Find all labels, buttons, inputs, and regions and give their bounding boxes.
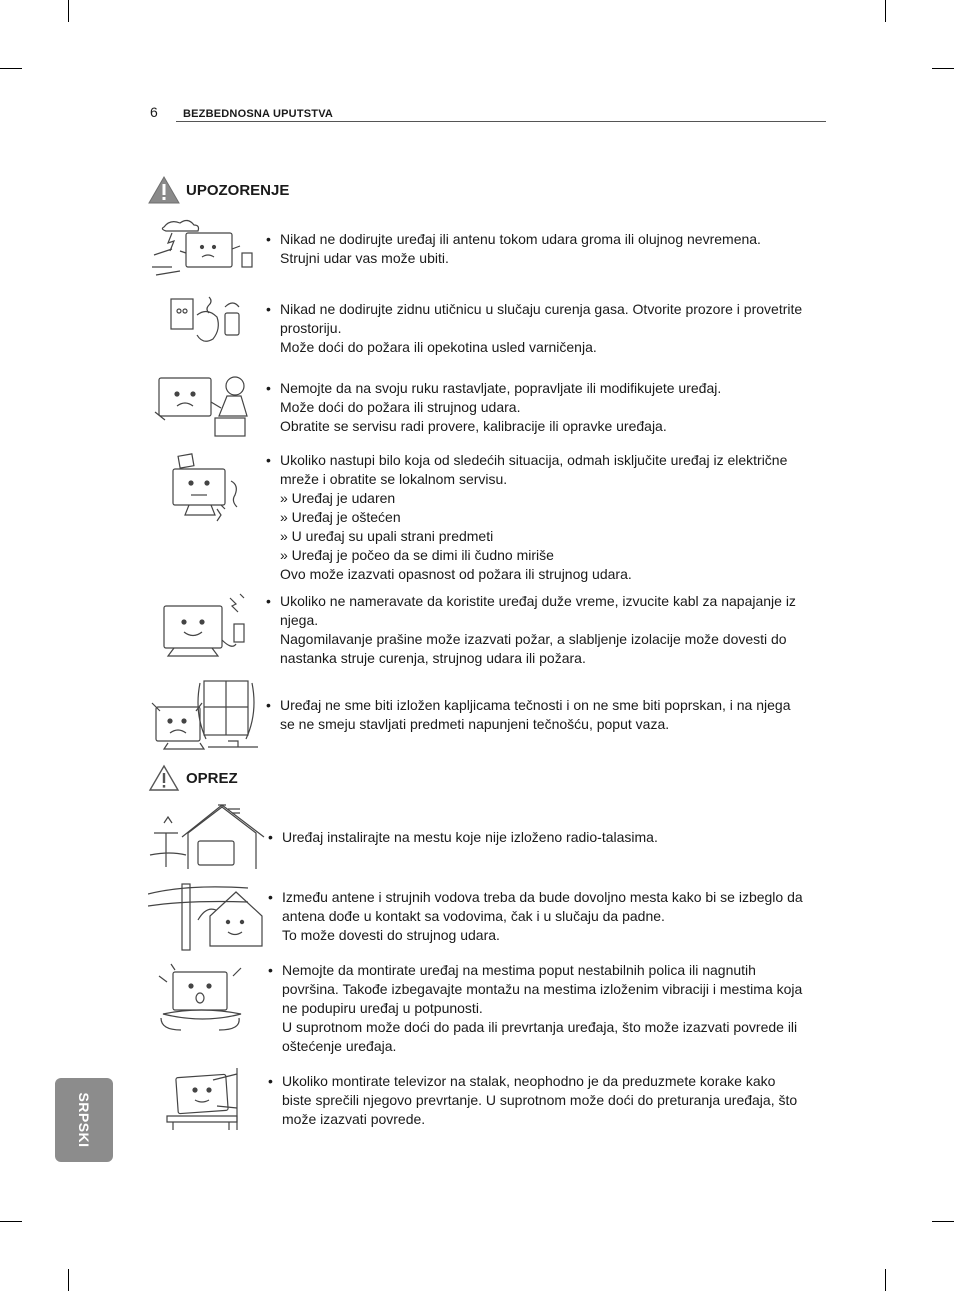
warning-triangle-outline-icon: [148, 764, 180, 792]
item-text: Ovo može izazvati opasnost od požara ili strujnog udara.: [280, 566, 632, 582]
crop-mark: [885, 0, 886, 22]
caution-item: [268, 1072, 797, 1129]
warning-title-label: UPOZORENJE: [186, 181, 290, 199]
gas-leak-outlet-illustration: [165, 293, 245, 361]
warning-title: [148, 176, 289, 204]
item-text: Nemojte da na svoju ruku rastavljate, popravljate ili modifikujete uređaj.: [280, 380, 722, 396]
bullet: •: [268, 1073, 273, 1089]
item-text: prostoriju.: [280, 320, 342, 336]
crop-mark: [68, 0, 69, 22]
unplug-tv-illustration: [160, 590, 250, 662]
language-tab-label: SRPSKI: [76, 1092, 92, 1148]
item-text: Između antene i strujnih vodova treba da bude dovoljno mesta kako bi se izbeglo da: [282, 889, 803, 905]
caution-title: [148, 764, 238, 792]
item-text: se ne smeju stavljati predmeti napunjeni tečnošću, poput vaza.: [280, 716, 670, 732]
crop-mark: [0, 68, 22, 69]
bullet: •: [268, 829, 273, 845]
unstable-shelf-illustration: [155, 960, 247, 1032]
language-tab: [55, 1078, 113, 1162]
bullet: •: [266, 452, 271, 468]
crop-mark: [932, 1221, 954, 1222]
item-text: može izazvati povrede.: [282, 1111, 426, 1127]
caution-item: [268, 961, 802, 1056]
item-text: Ukoliko nastupi bilo koja od sledećih situacija, odmah isključite uređaj iz električne: [280, 452, 788, 468]
disassembly-repair-illustration: [153, 372, 258, 440]
antenna-power-lines-illustration: [148, 880, 266, 952]
stand-anchoring-illustration: [163, 1066, 245, 1132]
header-rule: [176, 121, 826, 122]
item-text: Nemojte da montirate uređaj na mestima poput nestabilnih polica ili nagnutih: [282, 962, 756, 978]
item-text: antena dođe u kontakt sa vodovima, čak i u slučaju da padne.: [282, 908, 665, 924]
item-text: » Uređaj je počeo da se dimi ili čudno miriše: [280, 547, 554, 563]
bullet: •: [266, 301, 271, 317]
item-text: biste sprečili njegovo prevrtanje. U suprotnom može doći do preturanja uređaja, što: [282, 1092, 798, 1108]
bullet: •: [268, 962, 273, 978]
item-text: Nikad ne dodirujte zidnu utičnicu u slučaju curenja gasa. Otvorite prozore i provetrite: [280, 301, 803, 317]
item-text: » U uređaj su upali strani predmeti: [280, 528, 494, 544]
caution-item: [268, 888, 803, 945]
bullet: •: [266, 593, 271, 609]
item-text: Nikad ne dodirujte uređaj ili antenu tokom udara groma ili olujnog nevremena.: [280, 231, 761, 247]
item-text: nastanka struje curenja, strujnog udara ili požara.: [280, 650, 586, 666]
warning-item: [266, 300, 802, 357]
lightning-storm-tv-illustration: [150, 215, 260, 283]
item-text: Ukoliko ne nameravate da koristite uređaj duže vreme, izvucite kabl za napajanje iz: [280, 593, 796, 609]
warning-item: [266, 230, 761, 268]
damaged-tv-illustration: [165, 451, 250, 523]
item-text: oštećenje uređaja.: [282, 1038, 397, 1054]
crop-mark: [0, 1221, 22, 1222]
bullet: •: [266, 697, 271, 713]
item-text: Uređaj ne sme biti izložen kapljicama tečnosti i on ne sme biti poprskan, i na njega: [280, 697, 791, 713]
bullet: •: [266, 231, 271, 247]
item-text: Može doći do požara ili opekotina usled varničenja.: [280, 339, 597, 355]
liquid-vase-illustration: [148, 677, 268, 755]
radio-waves-house-illustration: [148, 803, 266, 873]
item-text: Nagomilavanje prašine može izazvati požar, a slabljenje izolacije može dovesti do: [280, 631, 787, 647]
page-number: 6: [150, 104, 158, 120]
item-text: Ukoliko montirate televizor na stalak, neophodno je da preduzmete korake kako: [282, 1073, 776, 1089]
running-title: BEZBEDNOSNA UPUTSTVA: [183, 108, 334, 120]
bullet: •: [268, 889, 273, 905]
warning-item: [266, 379, 721, 436]
item-text: » Uređaj je udaren: [280, 490, 396, 506]
caution-title-label: OPREZ: [186, 769, 238, 787]
item-text: mreže i obratite se lokalnom servisu.: [280, 471, 508, 487]
item-text: ne podupiru uređaj u potpunosti.: [282, 1000, 483, 1016]
crop-mark: [885, 1269, 886, 1291]
caution-item: [268, 828, 658, 847]
item-text: Može doći do požara ili strujnog udara.: [280, 399, 521, 415]
crop-mark: [932, 68, 954, 69]
warning-item: [266, 696, 791, 734]
bullet: •: [266, 380, 271, 396]
item-text: To može dovesti do strujnog udara.: [282, 927, 500, 943]
warning-item: [266, 592, 796, 668]
crop-mark: [68, 1269, 69, 1291]
item-text: » Uređaj je oštećen: [280, 509, 401, 525]
item-text: Uređaj instalirajte na mestu koje nije izloženo radio-talasima.: [282, 829, 658, 845]
item-text: Strujni udar vas može ubiti.: [280, 250, 449, 266]
warning-item: [266, 451, 787, 584]
item-text: njega.: [280, 612, 319, 628]
item-text: Obratite se servisu radi provere, kalibracije ili opravke uređaja.: [280, 418, 667, 434]
item-text: U suprotnom može doći do pada ili prevrtanja uređaja, što može izazvati povrede ili: [282, 1019, 798, 1035]
item-text: površina. Takođe izbegavajte montažu na mestima izloženim vibraciji i mestima koja: [282, 981, 803, 997]
warning-triangle-filled-icon: [148, 176, 180, 204]
